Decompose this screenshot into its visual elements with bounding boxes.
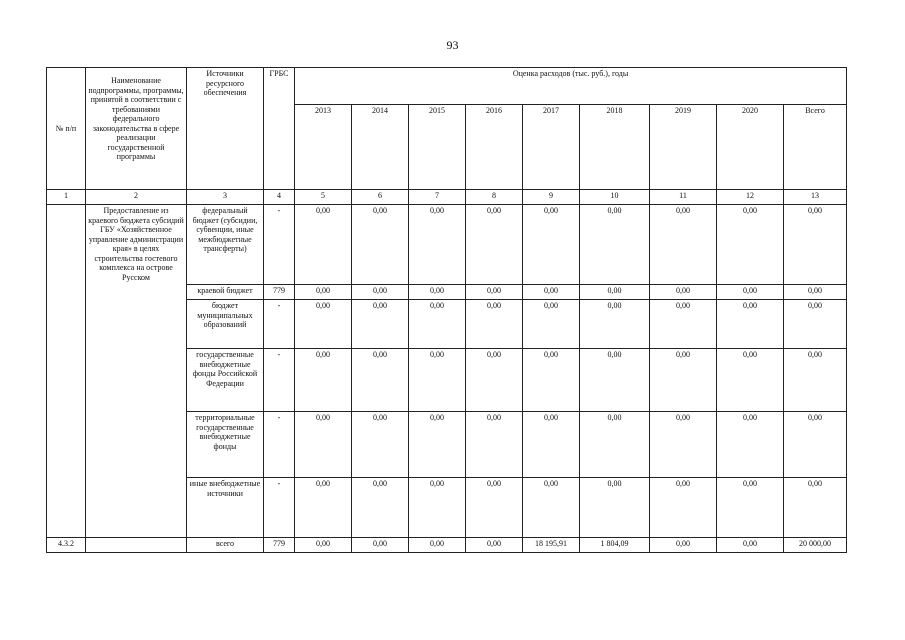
source-label: бюджет муниципальных образований <box>187 300 264 349</box>
page-number: 93 <box>446 38 459 52</box>
value-cell: 0,00 <box>409 300 466 349</box>
column-number: 6 <box>352 190 409 205</box>
grbs-value: - <box>264 300 295 349</box>
header-col-estimate: Оценка расходов (тыс. руб.), годы <box>295 68 847 105</box>
value-cell: 0,00 <box>295 285 352 300</box>
value-cell: 0,00 <box>466 349 523 412</box>
header-year: 2018 <box>580 105 650 190</box>
value-cell: 0,00 <box>352 412 409 478</box>
value-cell: 0,00 <box>580 349 650 412</box>
value-cell: 0,00 <box>717 412 784 478</box>
value-cell: 0,00 <box>295 300 352 349</box>
source-label: государственные внебюджетные фонды Российской Федерации <box>187 349 264 412</box>
source-label: территориальные государственные внебюджетные фонды <box>187 412 264 478</box>
column-number: 8 <box>466 190 523 205</box>
column-number: 2 <box>86 190 187 205</box>
header-year: 2017 <box>523 105 580 190</box>
value-cell: 0,00 <box>650 412 717 478</box>
value-cell: 0,00 <box>580 412 650 478</box>
value-cell: 0,00 <box>352 205 409 285</box>
value-cell: 0,00 <box>784 205 847 285</box>
value-cell: 0,00 <box>466 412 523 478</box>
value-cell: 0,00 <box>784 412 847 478</box>
source-label: всего <box>187 538 264 553</box>
value-cell: 0,00 <box>580 285 650 300</box>
total-value: 1 804,09 <box>580 538 650 553</box>
value-cell: 0,00 <box>295 349 352 412</box>
table-row <box>47 205 847 285</box>
row-number: 4.3.2 <box>47 538 86 553</box>
value-cell: 0,00 <box>352 478 409 538</box>
source-label: краевой бюджет <box>187 285 264 300</box>
program-name: Предоставление из краевого бюджета субсидий ГБУ «Хозяйственное управление администрации края» в целях строительства гостевого комплекса на острове Русском <box>86 205 187 538</box>
header-year: 2013 <box>295 105 352 190</box>
value-cell: 0,00 <box>352 349 409 412</box>
value-cell: 0,00 <box>650 300 717 349</box>
value-cell: 0,00 <box>717 285 784 300</box>
value-cell: 0,00 <box>580 478 650 538</box>
grbs-value: 779 <box>264 285 295 300</box>
grand-total-value: 20 000,00 <box>784 538 847 553</box>
value-cell: 0,00 <box>523 412 580 478</box>
value-cell: 0,00 <box>409 349 466 412</box>
header-row-top <box>47 68 847 105</box>
header-year: 2020 <box>717 105 784 190</box>
value-cell: 0,00 <box>523 300 580 349</box>
value-cell: 0,00 <box>466 205 523 285</box>
value-cell: 0,00 <box>717 300 784 349</box>
header-col-grbs: ГРБС <box>264 68 295 190</box>
source-label: иные внебюджетные источники <box>187 478 264 538</box>
value-cell: 0,00 <box>717 205 784 285</box>
header-col-num: № п/п <box>47 68 86 190</box>
column-number: 9 <box>523 190 580 205</box>
total-value: 0,00 <box>466 538 523 553</box>
total-value: 0,00 <box>717 538 784 553</box>
value-cell: 0,00 <box>466 478 523 538</box>
value-cell: 0,00 <box>650 349 717 412</box>
column-number-row <box>47 190 847 205</box>
grbs-value: - <box>264 412 295 478</box>
total-value: 18 195,91 <box>523 538 580 553</box>
grbs-value: - <box>264 349 295 412</box>
total-value: 0,00 <box>295 538 352 553</box>
value-cell: 0,00 <box>784 300 847 349</box>
value-cell: 0,00 <box>466 300 523 349</box>
grbs-value: - <box>264 205 295 285</box>
total-row <box>47 538 847 553</box>
value-cell: 0,00 <box>717 478 784 538</box>
header-year: 2014 <box>352 105 409 190</box>
source-label: федеральный бюджет (субсидии, субвенции, иные межбюджетные трансферты) <box>187 205 264 285</box>
value-cell: 0,00 <box>523 285 580 300</box>
grbs-value: 779 <box>264 538 295 553</box>
header-col-source: Источники ресурсного обеспечения <box>187 68 264 190</box>
column-number: 12 <box>717 190 784 205</box>
value-cell: 0,00 <box>717 349 784 412</box>
column-number: 5 <box>295 190 352 205</box>
value-cell: 0,00 <box>784 285 847 300</box>
value-cell: 0,00 <box>523 205 580 285</box>
value-cell: 0,00 <box>295 412 352 478</box>
total-value: 0,00 <box>650 538 717 553</box>
value-cell: 0,00 <box>523 349 580 412</box>
value-cell: 0,00 <box>523 478 580 538</box>
value-cell: 0,00 <box>352 285 409 300</box>
column-number: 11 <box>650 190 717 205</box>
row-number-cell <box>47 205 86 538</box>
value-cell: 0,00 <box>650 285 717 300</box>
header-year: 2016 <box>466 105 523 190</box>
header-year: 2015 <box>409 105 466 190</box>
value-cell: 0,00 <box>466 285 523 300</box>
total-value: 0,00 <box>352 538 409 553</box>
value-cell: 0,00 <box>650 478 717 538</box>
budget-table <box>46 67 847 553</box>
value-cell: 0,00 <box>650 205 717 285</box>
column-number: 3 <box>187 190 264 205</box>
header-year: 2019 <box>650 105 717 190</box>
column-number: 1 <box>47 190 86 205</box>
value-cell: 0,00 <box>580 205 650 285</box>
value-cell: 0,00 <box>784 478 847 538</box>
value-cell: 0,00 <box>409 412 466 478</box>
column-number: 4 <box>264 190 295 205</box>
total-name-cell <box>86 538 187 553</box>
column-number: 13 <box>784 190 847 205</box>
header-col-name: Наименование подпрограммы, программы, принятой в соответствии с требованиями федерального законодательства в сфере реализации государственной программы <box>86 68 187 190</box>
grbs-value: - <box>264 478 295 538</box>
value-cell: 0,00 <box>295 478 352 538</box>
value-cell: 0,00 <box>295 205 352 285</box>
value-cell: 0,00 <box>352 300 409 349</box>
column-number: 10 <box>580 190 650 205</box>
value-cell: 0,00 <box>409 285 466 300</box>
value-cell: 0,00 <box>784 349 847 412</box>
header-total: Всего <box>784 105 847 190</box>
total-value: 0,00 <box>409 538 466 553</box>
value-cell: 0,00 <box>409 478 466 538</box>
value-cell: 0,00 <box>409 205 466 285</box>
value-cell: 0,00 <box>580 300 650 349</box>
column-number: 7 <box>409 190 466 205</box>
